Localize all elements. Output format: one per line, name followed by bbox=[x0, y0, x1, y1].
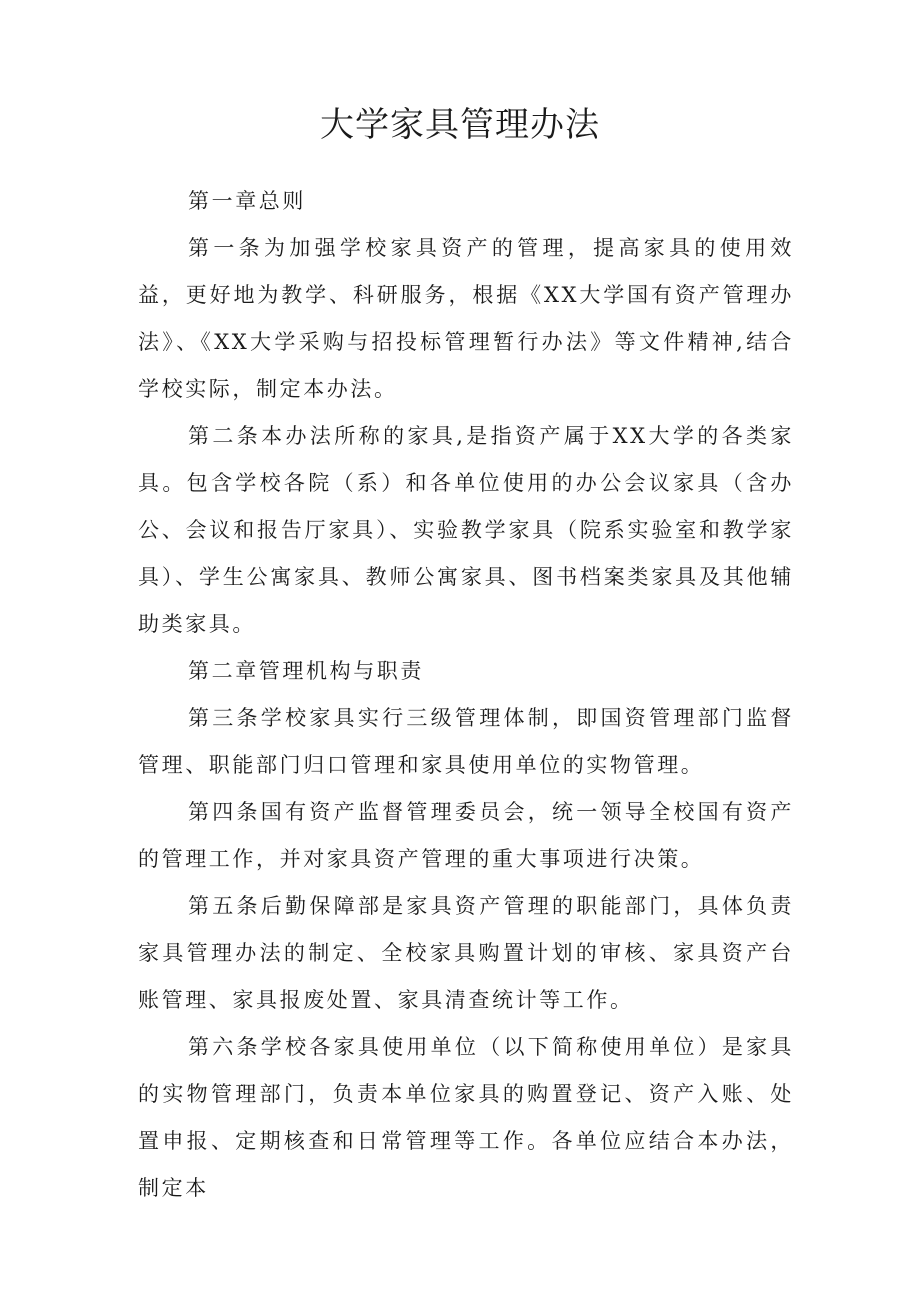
document-title: 大学家具管理办法 bbox=[320, 105, 600, 145]
article-paragraph: 第一条为加强学校家具资产的管理，提高家具的使用效益，更好地为教学、科研服务，根据《XX大学国有资产管理办法》、《XX大学采购与招投标管理暂行办法》等文件精神,结合学校实际，制定本办法。 bbox=[138, 236, 794, 401]
document-body bbox=[138, 178, 794, 1212]
article-paragraph: 第五条后勤保障部是家具资产管理的职能部门，具体负责家具管理办法的制定、全校家具购置计划的审核、家具资产台账管理、家具报废处置、家具清查统计等工作。 bbox=[138, 894, 794, 1012]
chapter-heading: 第一章总则 bbox=[188, 189, 306, 213]
chapter-heading: 第二章管理机构与职责 bbox=[188, 659, 424, 683]
article-paragraph: 第三条学校家具实行三级管理体制，即国资管理部门监督管理、职能部门归口管理和家具使用单位的实物管理。 bbox=[138, 706, 794, 777]
article-paragraph: 第六条学校各家具使用单位（以下简称使用单位）是家具的实物管理部门，负责本单位家具的购置登记、资产入账、处置申报、定期核查和日常管理等工作。各单位应结合本办法，制定本 bbox=[138, 1035, 794, 1200]
article-paragraph: 第四条国有资产监督管理委员会，统一领导全校国有资产的管理工作，并对家具资产管理的重大事项进行决策。 bbox=[138, 800, 794, 871]
article-paragraph: 第二条本办法所称的家具,是指资产属于XX大学的各类家具。包含学校各院（系）和各单位使用的办公会议家具（含办公、会议和报告厅家具）、实验教学家具（院系实验室和教学家具）、学生公寓家具、教师公寓家具、图书档案类家具及其他辅助类家具。 bbox=[138, 424, 794, 636]
